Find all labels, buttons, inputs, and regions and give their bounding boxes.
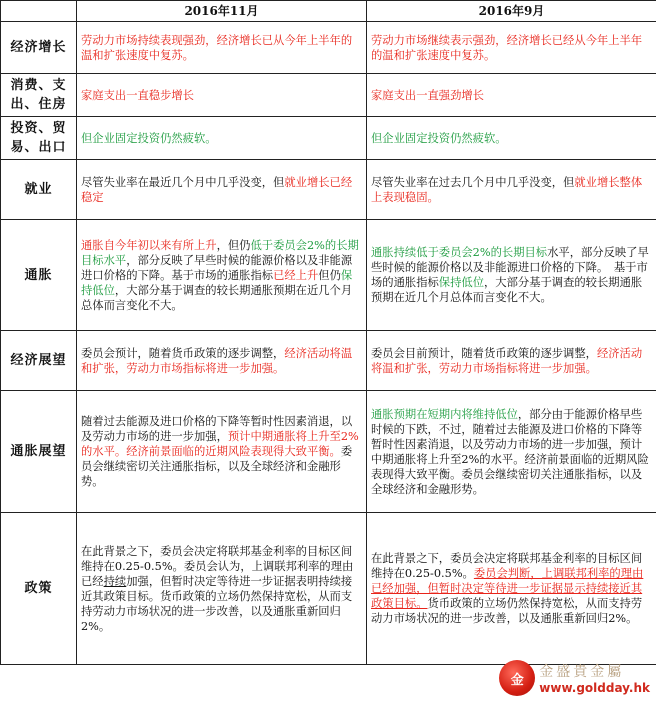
cell-nov [77, 160, 367, 220]
cell-nov [77, 331, 367, 391]
cell-sep [367, 160, 656, 220]
header-sep-2016: 2016年9月 [367, 1, 656, 22]
row-label: 政策 [1, 513, 77, 665]
table-row [1, 160, 656, 220]
text-segment: 家庭支出一直强劲增长 [371, 88, 484, 102]
row-label: 通胀 [1, 220, 77, 331]
corner-cell [1, 1, 77, 22]
text-segment: 加强，但暂时决定等待进一步证据表明持续接近其政策目标。货币政策的立场仍然保持宽松，从而支持劳动力市场状况的进一步改善，以及通胀重新回归2%。 [81, 574, 353, 633]
text-segment: ，大部分基于调查的较长期通胀预期在近几个月总体而言变化不大。 [81, 283, 353, 312]
text-segment: 货币政策的立场仍然保持宽松，从而支持劳动力市场状况的进一步改善，以及通胀重新回归2%。 [371, 597, 643, 625]
table-row [1, 513, 656, 665]
text-segment: 通胀持续低于委员会2%的长期目标 [371, 246, 548, 259]
row-label: 消费、支出、住房 [1, 74, 77, 117]
cell-sep [367, 117, 656, 160]
cell-sep [367, 22, 656, 74]
table-row [1, 331, 656, 391]
cell-sep [367, 513, 656, 665]
cell-sep [367, 331, 656, 391]
watermark [499, 660, 650, 696]
text-segment: 就业增长整体上表现稳固。 [371, 175, 643, 204]
text-segment: 家庭支出一直稳步增长 [81, 88, 194, 102]
text-segment: ，部分反映了早些时候的能源价格以及非能源进口价格的下降。基于市场的通胀指标 [81, 253, 353, 282]
text-segment: 经济活动将温和扩张，劳动力市场指标将进一步加强。 [371, 346, 643, 375]
cell-nov [77, 513, 367, 665]
text-segment: 低于委员会2%的长期目标水平 [81, 238, 359, 267]
table-row [1, 74, 656, 117]
row-label: 投资、贸易、出口 [1, 117, 77, 160]
text-segment: ，但仍 [216, 238, 251, 252]
text-segment: 但企业固定投资仍然疲软。 [81, 131, 217, 145]
text-segment: 就业增长已经稳定 [81, 175, 353, 204]
goldday-logo-icon: 金 [499, 660, 535, 696]
cell-nov [77, 22, 367, 74]
text-segment: 通胀自今年初以来有所上升 [81, 238, 217, 252]
text-segment: 在此背景之下，委员会决定将联邦基金利率的目标区间维持在0.25-0.5%。委员会认为，上调联邦利率的理由已经 [81, 544, 354, 588]
text-segment: 委员会继续密切关注通胀指标，以及全球经济和金融形势。 [81, 445, 353, 488]
table-row [1, 220, 656, 331]
text-segment: 持续 [103, 574, 127, 588]
table-row [1, 117, 656, 160]
table-row [1, 391, 656, 513]
cell-nov [77, 220, 367, 331]
row-label: 就业 [1, 160, 77, 220]
text-segment: 随着过去能源及进口价格的下降等暂时性因素消退，以及劳动力市场的进一步加强， [81, 415, 353, 443]
text-segment: 经济活动将温和扩张，劳动力市场指标将进一步加强。 [81, 346, 353, 375]
cell-sep [367, 74, 656, 117]
text-segment: 劳动力市场继续表示强劲，经济增长已经从今年上半年的温和扩张速度中复苏。 [371, 33, 643, 62]
text-segment: 委员会目前预计，随着货币政策的逐步调整， [371, 346, 597, 360]
text-segment: 但仍 [318, 268, 341, 282]
cell-sep [367, 391, 656, 513]
watermark-name: 金盛貴金屬 [539, 664, 625, 680]
text-segment: 保持低位 [81, 268, 353, 297]
text-segment: 委员会判断，上调联邦利率的理由已经加强，但暂时决定等待进一步证据显示持续接近其政策目标。 [371, 567, 644, 610]
text-segment: ，大部分基于调查的较长期通胀预期在近几个月总体而言变化不大。 [371, 276, 643, 304]
text-segment: ，部分由于能源价格早些时候的下跌，不过，随着过去能源及进口价格的下降等暂时性因素消退，以及劳动力市场的进一步加强，预计中期通胀将上升至2%的水平。经济前景面临的近期风险表现得大致平衡。委员会继续密切关注通胀指标，以及全球经济和金融形势。 [371, 407, 649, 496]
text-segment: 通胀预期在短期内将维持低位 [371, 407, 518, 421]
header-nov-2016: 2016年11月 [77, 1, 367, 22]
text-segment: 但企业固定投资仍然疲软。 [371, 131, 507, 145]
text-segment: 尽管失业率在最近几个月中几乎没变，但 [81, 175, 285, 189]
text-segment: 已经上升 [273, 268, 319, 282]
text-segment: 水平，部分反映了早些时候的能源价格以及非能源进口价格的下降。 基于市场的通胀指标 [371, 246, 649, 289]
cell-sep [367, 220, 656, 331]
cell-nov [77, 117, 367, 160]
watermark-url: www.goldday.hk [539, 681, 650, 695]
table-row [1, 22, 656, 74]
text-segment: 尽管失业率在过去几个月中几乎没变，但 [371, 175, 575, 189]
header-row [1, 1, 656, 22]
text-segment: 预计中期通胀将上升至2%的水平。经济前景面临的近期风险表现得大致平衡。 [81, 430, 359, 458]
cell-nov [77, 74, 367, 117]
text-segment: 在此背景之下，委员会决定将联邦基金利率的目标区间维持在0.25-0.5%。 [371, 552, 643, 580]
row-label: 经济增长 [1, 22, 77, 74]
text-segment: 劳动力市场持续表现强劲，经济增长已从今年上半年的温和扩张速度中复苏。 [81, 33, 353, 62]
text-segment: 委员会预计，随着货币政策的逐步调整， [81, 346, 285, 360]
row-label: 通胀展望 [1, 391, 77, 513]
row-label: 经济展望 [1, 331, 77, 391]
text-segment: 保持低位 [438, 276, 484, 289]
cell-nov [77, 391, 367, 513]
